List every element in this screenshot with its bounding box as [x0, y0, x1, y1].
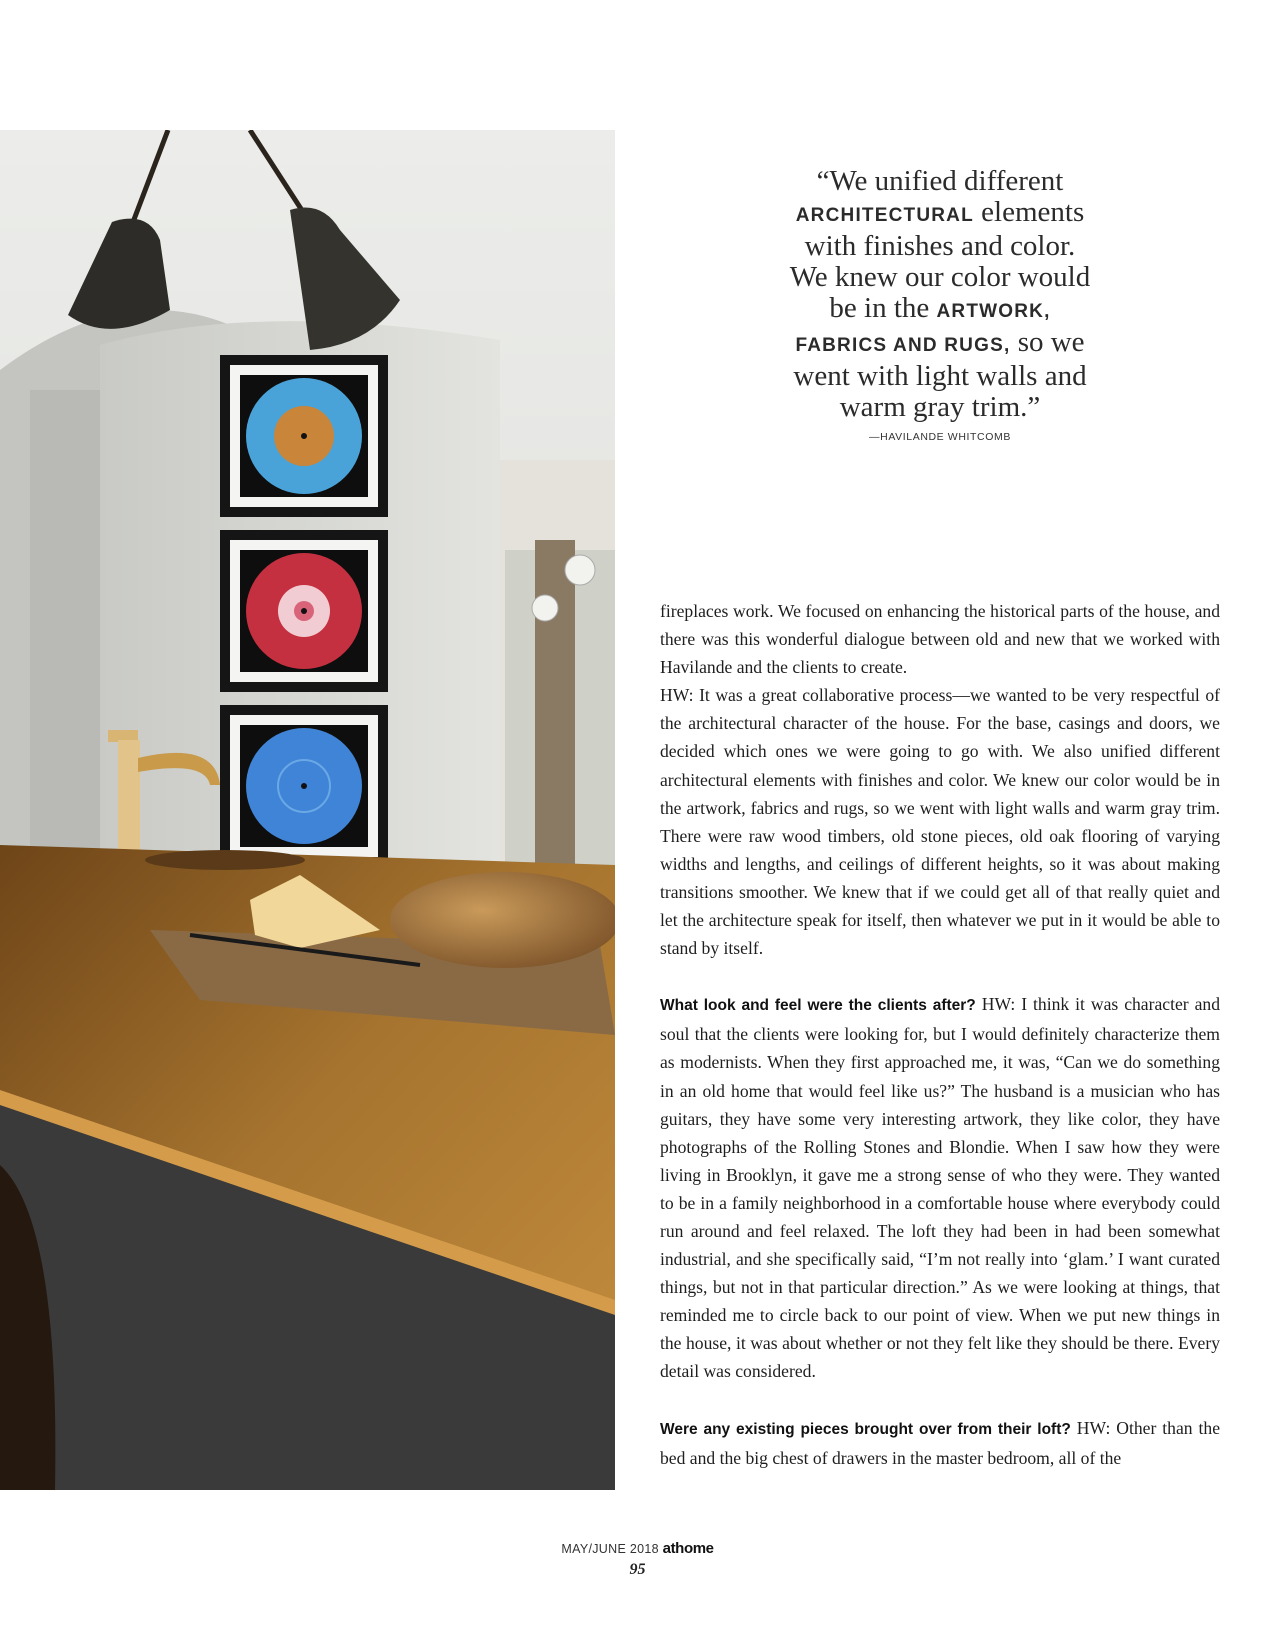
pull-quote-line: warm gray trim.”: [839, 391, 1041, 423]
magazine-logo: athome: [662, 1540, 714, 1557]
issue-date: MAY/JUNE 2018: [561, 1542, 663, 1556]
small-caps-text: ARTWORK,: [936, 301, 1051, 322]
pull-quote-line: “We unified different: [816, 165, 1064, 197]
small-caps-text: ARCHITECTURAL: [795, 205, 974, 226]
quote-text: be in the: [829, 292, 937, 324]
pull-quote-line: went with light walls and: [793, 360, 1087, 392]
kitchen-photo: [0, 130, 615, 1490]
page-number: 95: [629, 1561, 646, 1578]
bread-loaf-icon: [390, 872, 615, 968]
folio-line: [0, 1540, 1275, 1557]
interview-answer: HW: Other than the bed and the big chest of drawers in the master bedroom, all of the: [660, 1417, 1221, 1468]
paragraph: HW: It was a great collaborative process—we wanted to be very respectful of the architectural character of the house. For the base, casings and doors, we decided which ones we were going to go with. We also unified different architectural elements with finishes and color. We knew our color would be in the artwork, fabrics and rugs, so we went with light walls and warm gray trim. There were raw wood timbers, old stone pieces, old oak flooring of varying widths and lengths, and ceilings of different heights, so it was about making transitions smoother. We knew that if we could get all of that really quiet and let the architecture speak for itself, then whatever we put in it would be able to stand by itself.: [660, 685, 1220, 959]
article-body: [660, 597, 1220, 1472]
pull-quote: [755, 166, 1125, 423]
globe-light-icon-2: [532, 595, 558, 621]
qa-paragraph: [660, 990, 1220, 1385]
small-caps-text: FABRICS AND RUGS,: [795, 335, 1011, 356]
sink: [145, 850, 305, 870]
pull-quote-line: with finishes and color.: [804, 230, 1076, 262]
quote-attribution: —HAVILANDE WHITCOMB: [869, 431, 1011, 443]
doorway-shadow: [30, 390, 100, 890]
record-frame-middle: [220, 530, 388, 692]
interview-answer: HW: I think it was character and soul that the clients were looking for, but I would definitely characterize them as modernists. When they first approached me, it was, “Can we do something in an old home that would feel like us?” The husband is a musician who has guitars, they have some very interesting artwork, they like color, they have photographs of the Rolling Stones and Blondie. When I saw how they were living in Brooklyn, it gave me a strong sense of who they were. They wanted to be in a family neighborhood in a comfortable house where everybody could run around and feel relaxed. The loft they had been in had been somewhat industrial, and she specifically said, “I’m not really into ‘glam.’ I want curated things, but not in that particular direction.” As we were looking at things, that reminded me to circle back to our point of view. When we put new things in the house, it was about whether or not they felt like they should be there. Every detail was considered.: [660, 994, 1220, 1382]
paragraph: fireplaces work. We focused on enhancing the historical parts of the house, and there was this wonderful dialogue between old and new that we worked with Havilande and the clients to create.: [660, 601, 1220, 678]
pull-quote-line: We knew our color would: [789, 261, 1091, 293]
globe-light-icon: [565, 555, 595, 585]
qa-paragraph: [660, 1414, 1220, 1472]
pull-quote-line: [755, 197, 1125, 231]
record-frame-top: [220, 355, 388, 517]
pull-quote-line: [755, 327, 1125, 361]
interview-question: What look and feel were the clients after?: [660, 997, 976, 1015]
pull-quote-line: [755, 293, 1125, 327]
quote-text: so we: [1010, 326, 1085, 358]
interview-question: Were any existing pieces brought over from their loft?: [660, 1420, 1071, 1438]
record-frame-bottom: [220, 705, 388, 867]
quote-text: elements: [973, 196, 1085, 228]
